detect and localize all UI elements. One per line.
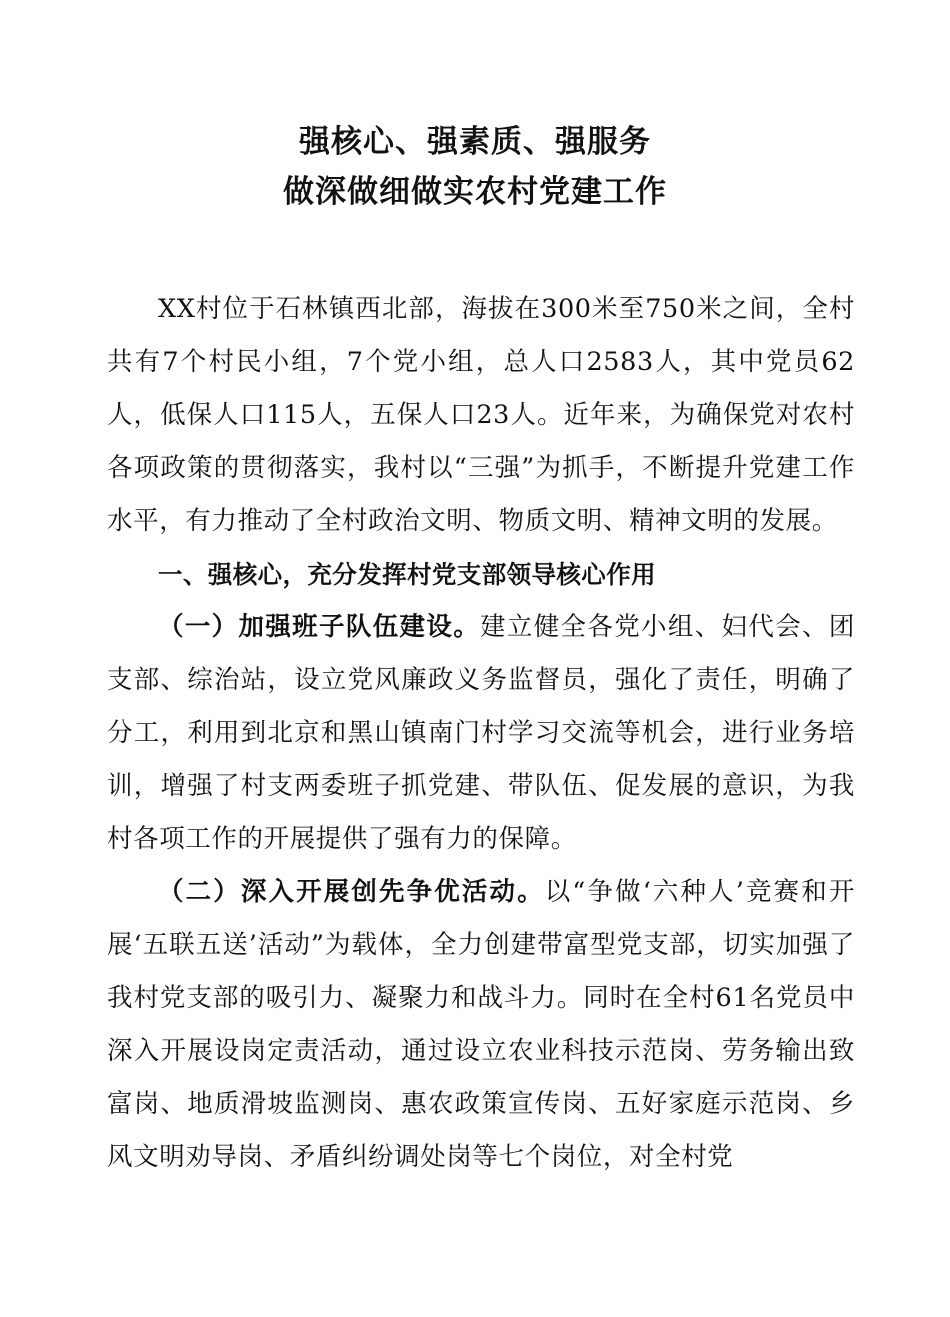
document-title-line-1: 强核心、强素质、强服务 [299,124,651,160]
section-1-item-1-text: 建立健全各党小组、妇代会、团支部、综治站，设立党风廉政义务监督员，强化了责任，明确了分工，利用到北京和黑山镇南门村学习交流等机会，进行业务培训，增强了村支两委班子抓党建、带队伍、促发展的意识，为我村各项工作的开展提供了强有力的保障。 [107,612,855,854]
section-1-item-2 [107,866,855,1184]
section-1-item-1-lead: （一）加强班子队伍建设。 [158,612,481,642]
section-1-item-2-lead: （二）深入开展创先争优活动。 [158,877,545,907]
section-1-item-2-text: 以“争做‘六种人’竞赛和开展‘五联五送’活动”为载体，全力创建带富型党支部，切实加强了我村党支部的吸引力、凝聚力和战斗力。同时在全村61名党员中深入开展设岗定责活动，通过设立农业科技示范岗、劳务输出致富岗、地质滑坡监测岗、惠农政策宣传岗、五好家庭示范岗、乡风文明劝导岗、矛盾纠纷调处岗等七个岗位，对全村党 [107,877,855,1172]
section-1-item-1 [107,601,855,866]
intro-paragraph: XX村位于石林镇西北部，海拔在300米至750米之间，全村共有7个村民小组，7个党小组，总人口2583人，其中党员62人，低保人口115人，五保人口23人。近年来，为确保党对农村各项政策的贯彻落实，我村以“三强”为抓手，不断提升党建工作水平，有力推动了全村政治文明、物质文明、精神文明的发展。 [107,294,855,536]
section-1-heading: 一、强核心，充分发挥村党支部领导核心作用 [158,560,656,589]
document-body [107,283,855,1184]
document-title-line-2: 做深做细做实农村党建工作 [283,174,667,210]
